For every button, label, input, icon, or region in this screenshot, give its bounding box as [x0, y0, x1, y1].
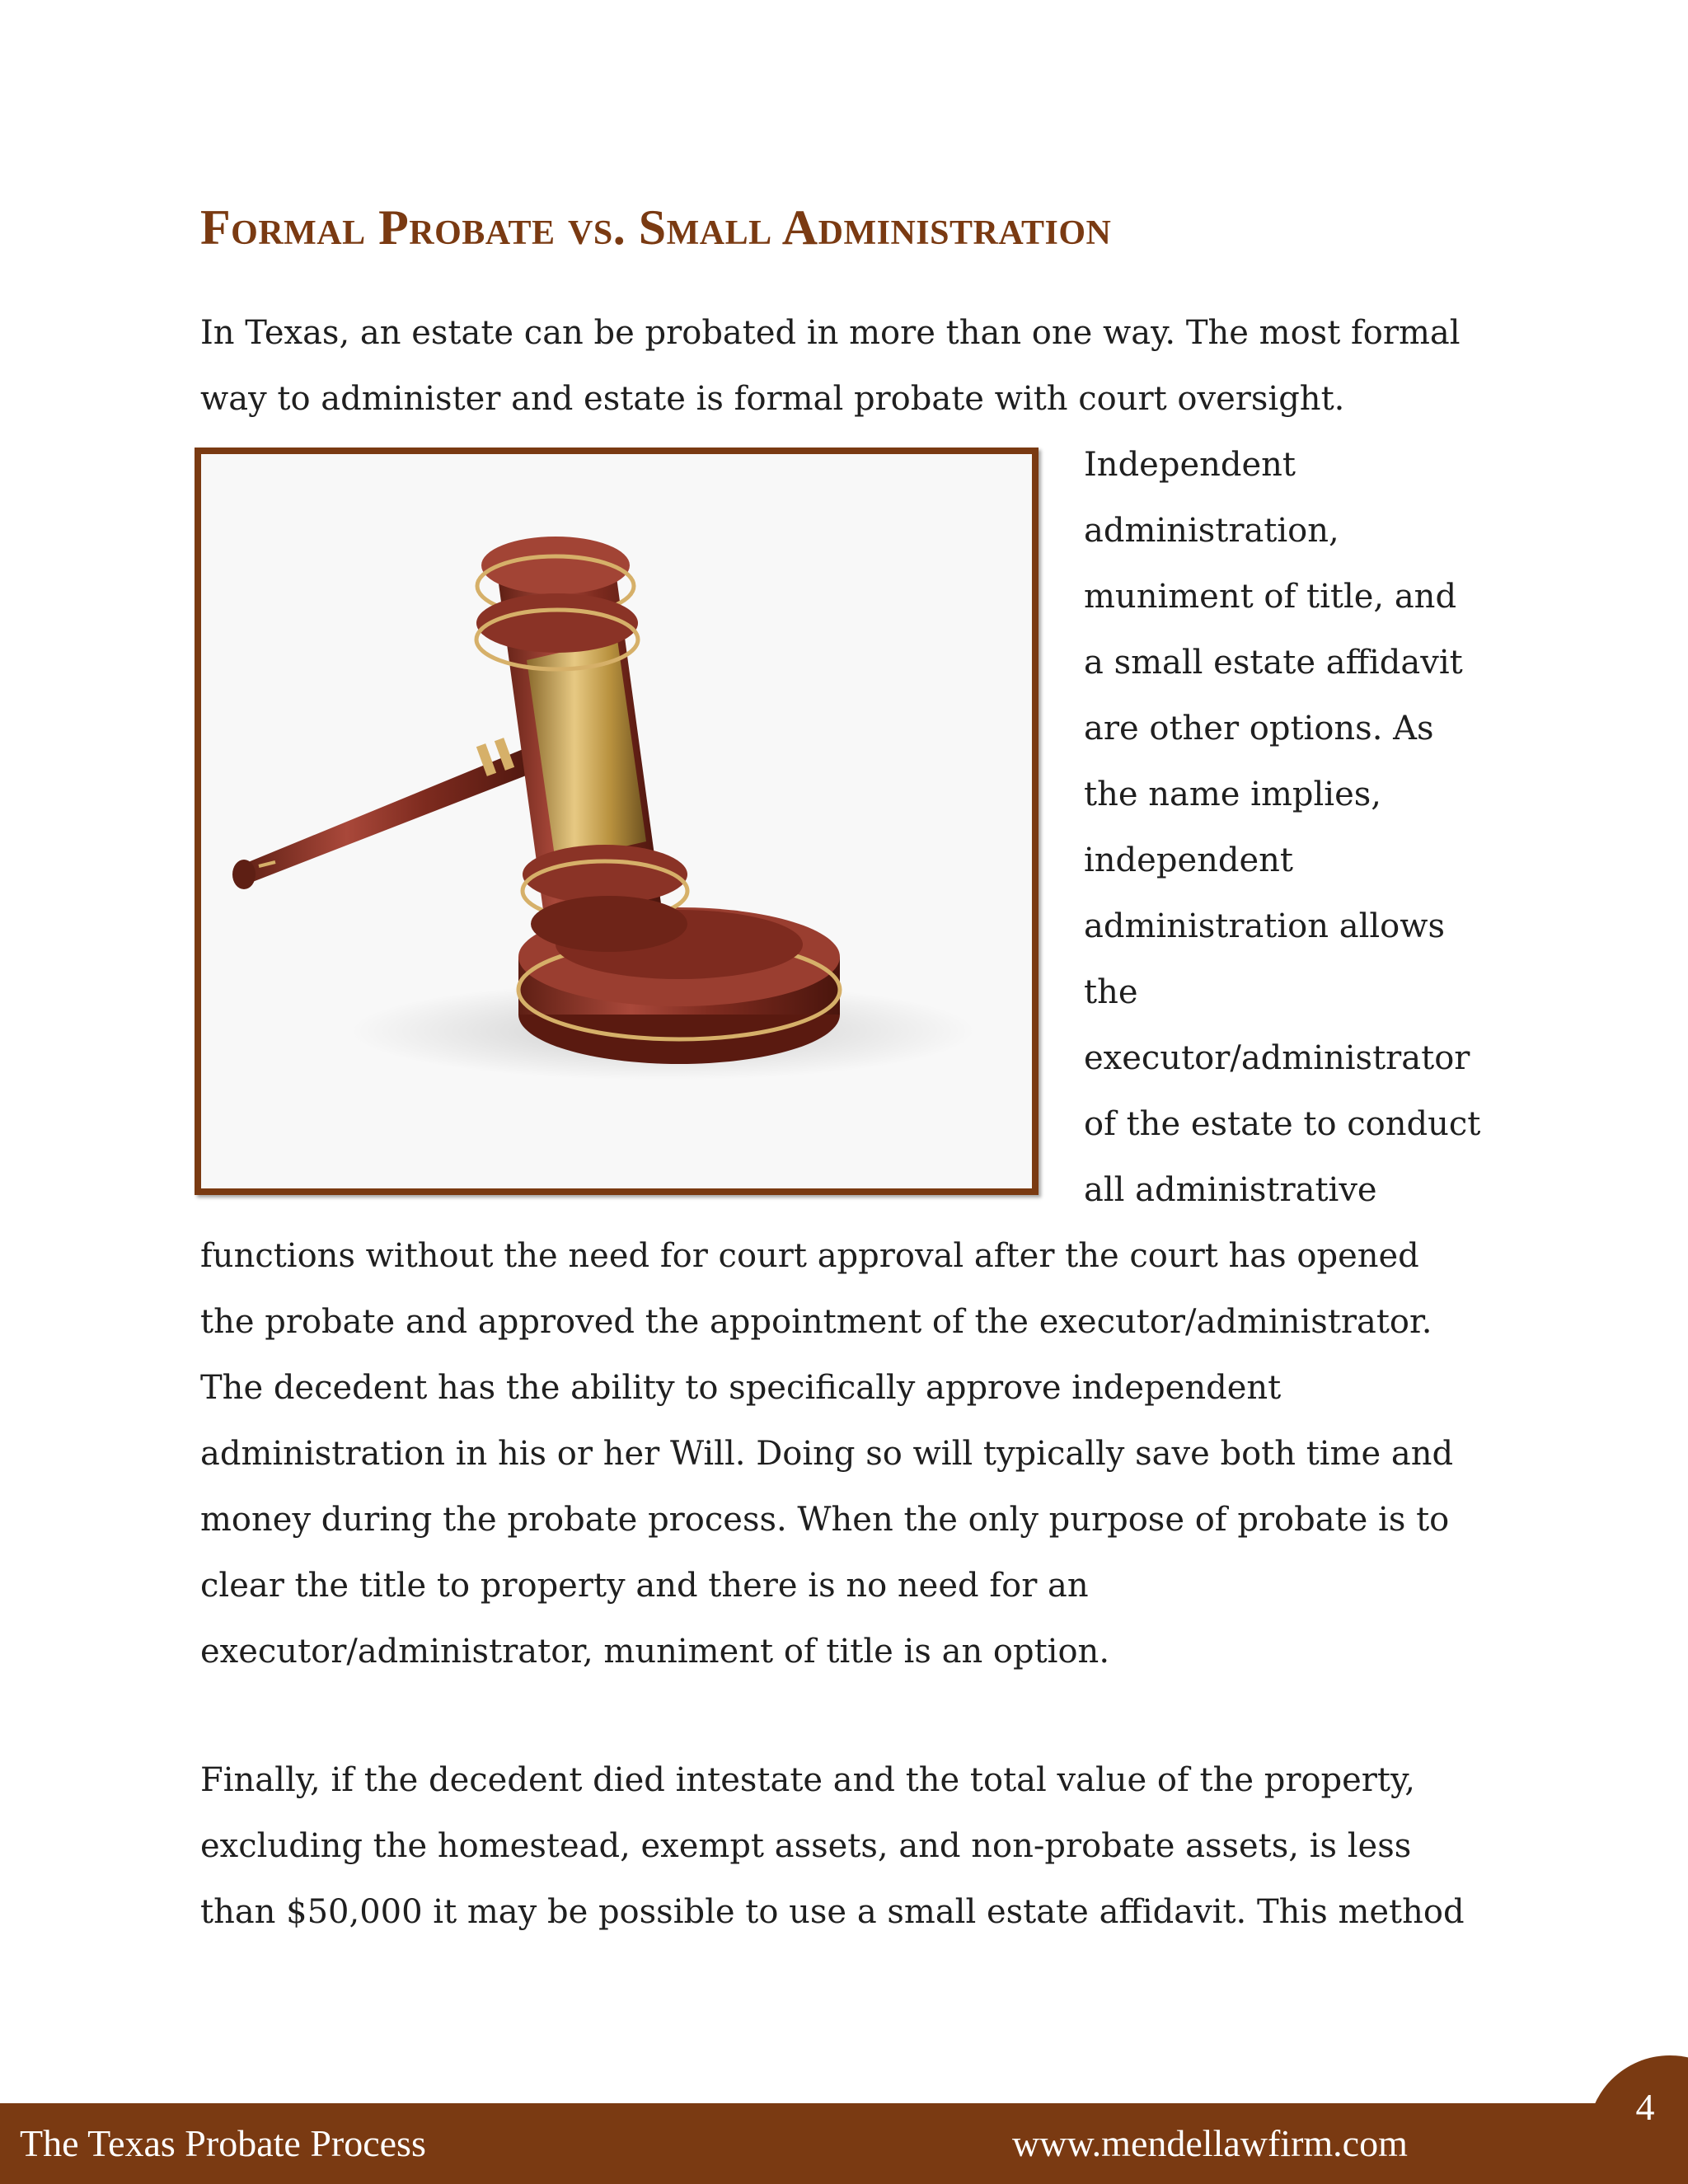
body-line: are other options. As [1084, 710, 1434, 748]
body-line: administration, [1084, 512, 1339, 550]
footer-bar [0, 2103, 1688, 2184]
body-line: the [1084, 973, 1138, 1011]
body-line: Independent [1084, 446, 1296, 484]
page-number: 4 [1635, 2086, 1655, 2128]
body-line: of the estate to conduct [1084, 1105, 1481, 1143]
body-line: all administrative [1084, 1171, 1377, 1209]
footer-title: The Texas Probate Process [20, 2122, 426, 2164]
body-line: administration in his or her Will. Doing so will typically save both time and [200, 1435, 1454, 1473]
body-line: than $50,000 it may be possible to use a small estate affidavit. This method [200, 1893, 1465, 1931]
body-line: independent [1084, 841, 1293, 879]
body-line: executor/administrator, muniment of title is an option. [200, 1633, 1110, 1671]
page-heading: Formal Probate vs. Small Administration [200, 200, 1112, 255]
body-line: clear the title to property and there is no need for an [200, 1567, 1089, 1605]
body-line: Finally, if the decedent died intestate and the total value of the property, [200, 1761, 1416, 1799]
body-line: executor/administrator [1084, 1039, 1470, 1077]
body-line: functions without the need for court approval after the court has opened [200, 1237, 1419, 1275]
body-line: In Texas, an estate can be probated in more than one way. The most formal [200, 314, 1461, 352]
gavel-icon [201, 454, 1032, 1188]
body-line: way to administer and estate is formal probate with court oversight. [200, 380, 1345, 418]
body-line: The decedent has the ability to specifically approve independent [200, 1369, 1282, 1407]
body-line: a small estate affidavit [1084, 644, 1463, 682]
body-line: money during the probate process. When the only purpose of probate is to [200, 1501, 1450, 1539]
footer-website-link[interactable]: www.mendellawfirm.com [1012, 2122, 1408, 2164]
body-line: muniment of title, and [1084, 578, 1457, 616]
body-line: the probate and approved the appointment of the executor/administrator. [200, 1303, 1432, 1341]
body-line: excluding the homestead, exempt assets, and non-probate assets, is less [200, 1827, 1412, 1865]
body-line: the name implies, [1084, 776, 1381, 813]
body-line: administration allows [1084, 907, 1446, 945]
gavel-image [195, 448, 1039, 1195]
